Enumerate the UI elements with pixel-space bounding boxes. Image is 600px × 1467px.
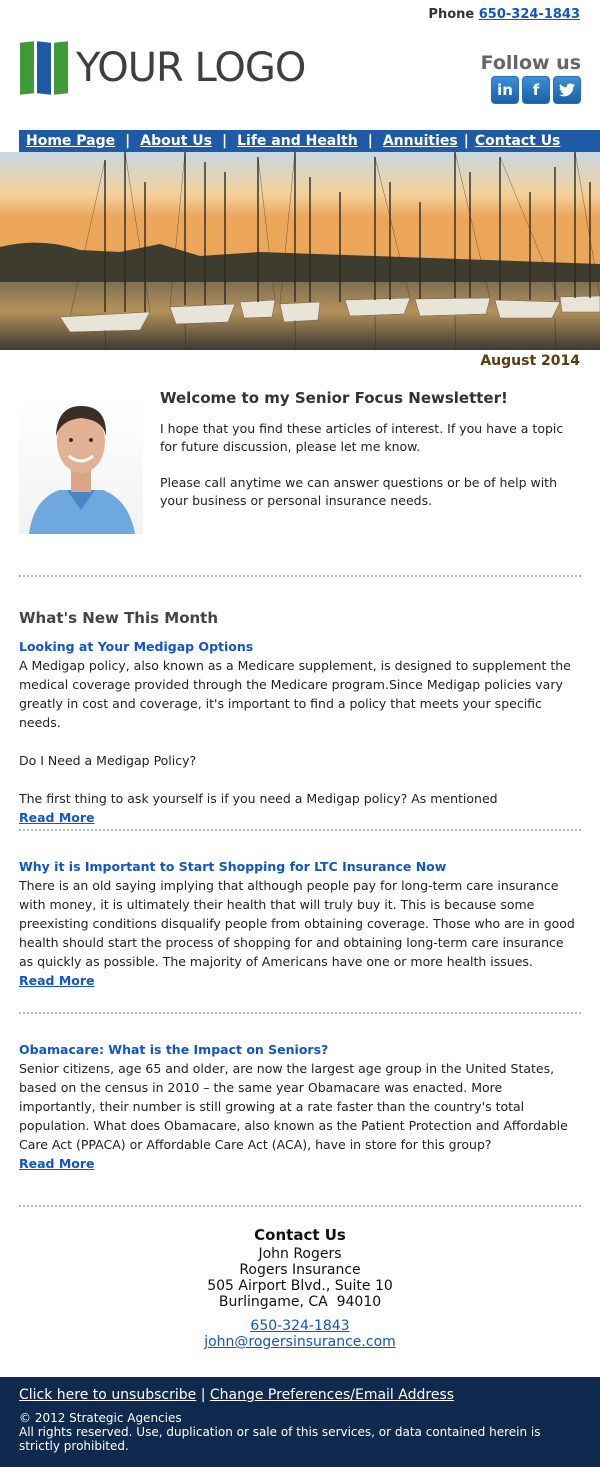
nav-separator: | <box>221 133 228 149</box>
welcome-title: Welcome to my Senior Focus Newsletter! <box>160 389 508 407</box>
logo-icon <box>20 42 68 94</box>
article-title[interactable]: Why it is Important to Start Shopping for LTC Insurance Now <box>19 859 447 874</box>
contact-address: 505 Airport Blvd., Suite 10 <box>207 1278 393 1294</box>
follow-us <box>481 52 581 104</box>
footer-separator: | <box>200 1387 206 1403</box>
issue-date: August 2014 <box>480 353 580 369</box>
phone-contact <box>428 7 580 22</box>
article-title[interactable]: Looking at Your Medigap Options <box>19 639 254 654</box>
twitter-icon[interactable] <box>553 76 581 104</box>
article <box>19 637 581 827</box>
article-paragraph: A Medigap policy, also known as a Medicare supplement, is designed to supplement the medical coverage provided through the Medicare program.Since Medigap policies vary greatly in cost and coverage, it's important to find a policy that meets your specific needs. <box>19 658 571 730</box>
welcome-body <box>160 420 570 528</box>
nav-separator: | <box>463 133 469 149</box>
logo-text: YOUR LOGO <box>76 45 306 91</box>
nav-home[interactable]: Home Page <box>26 133 116 149</box>
divider <box>19 575 581 577</box>
nav-about[interactable]: About Us <box>140 133 212 149</box>
footer-links <box>19 1387 454 1403</box>
welcome-paragraph: I hope that you find these articles of interest. If you have a topic for future discussion, please let me know. <box>160 421 564 454</box>
footer <box>0 1377 600 1467</box>
divider <box>19 829 581 831</box>
preferences-link[interactable]: Change Preferences/Email Address <box>209 1387 455 1403</box>
article-paragraph: The first thing to ask yourself is if you need a Medigap policy? As mentioned <box>19 791 498 806</box>
article-paragraph: Do I Need a Medigap Policy? <box>19 753 197 768</box>
copyright-text: © 2012 Strategic Agencies <box>19 1411 182 1425</box>
linkedin-icon[interactable]: in <box>491 76 519 104</box>
nav-separator: | <box>125 133 131 149</box>
nav-annuities[interactable]: Annuities <box>382 133 458 149</box>
contact-company: Rogers Insurance <box>239 1262 361 1278</box>
article-paragraph: Senior citizens, age 65 and older, are now the largest age group in the United States, based on the census in 2010 – the same year Obamacare was enacted. More importantly, their number is still growing at a rate faster than the country's total population. What does Obamacare, also known as the Patient Protection and Affordable Care Act (PPACA) or Affordable Care Act (ACA), have in store for this group? <box>19 1061 568 1152</box>
section-title: What's New This Month <box>19 609 219 627</box>
read-more-link[interactable]: Read More <box>19 810 95 825</box>
contact-city: Burlingame, CA 94010 <box>218 1294 382 1310</box>
article <box>19 1040 581 1173</box>
agent-photo <box>19 392 143 534</box>
rights-text: All rights reserved. Use, duplication or sale of this services, or data contained herein is strictly prohibited. <box>19 1425 541 1453</box>
unsubscribe-link[interactable]: Click here to unsubscribe <box>19 1387 197 1403</box>
hero-image-marina <box>0 152 600 350</box>
divider <box>19 1205 581 1207</box>
facebook-icon[interactable]: f <box>522 76 550 104</box>
read-more-link[interactable]: Read More <box>19 973 95 988</box>
contact-title: Contact Us <box>254 1226 346 1244</box>
phone-link[interactable]: 650-324-1843 <box>478 7 580 22</box>
divider <box>19 1012 581 1014</box>
main-nav <box>19 130 600 152</box>
nav-life-health[interactable]: Life and Health <box>237 133 358 149</box>
footer-copyright <box>19 1411 579 1453</box>
read-more-link[interactable]: Read More <box>19 1156 95 1171</box>
contact-email-link[interactable]: john@rogersinsurance.com <box>204 1334 396 1350</box>
welcome-paragraph: Please call anytime we can answer questions or be of help with your business or personal insurance needs. <box>160 475 558 508</box>
contact-block <box>0 1226 600 1350</box>
logo[interactable] <box>20 40 305 96</box>
article <box>19 857 581 990</box>
article-title[interactable]: Obamacare: What is the Impact on Seniors? <box>19 1042 329 1057</box>
article-paragraph: There is an old saying implying that although people pay for long-term care insurance with money, it is ultimately their health that will truly buy it. This is because some preexisting conditions disqualify people from obtaining coverage. Those who are in good health should start the process of shopping for and obtaining long-term care insurance as quickly as possible. The majority of Americans have one or more health issues. <box>19 878 575 969</box>
nav-separator: | <box>367 133 373 149</box>
social-links <box>481 76 581 104</box>
nav-contact[interactable]: Contact Us <box>474 133 561 149</box>
contact-phone-link[interactable]: 650-324-1843 <box>250 1318 350 1334</box>
phone-label: Phone <box>428 7 475 22</box>
follow-label: Follow us <box>480 52 581 74</box>
contact-name: John Rogers <box>258 1246 342 1262</box>
